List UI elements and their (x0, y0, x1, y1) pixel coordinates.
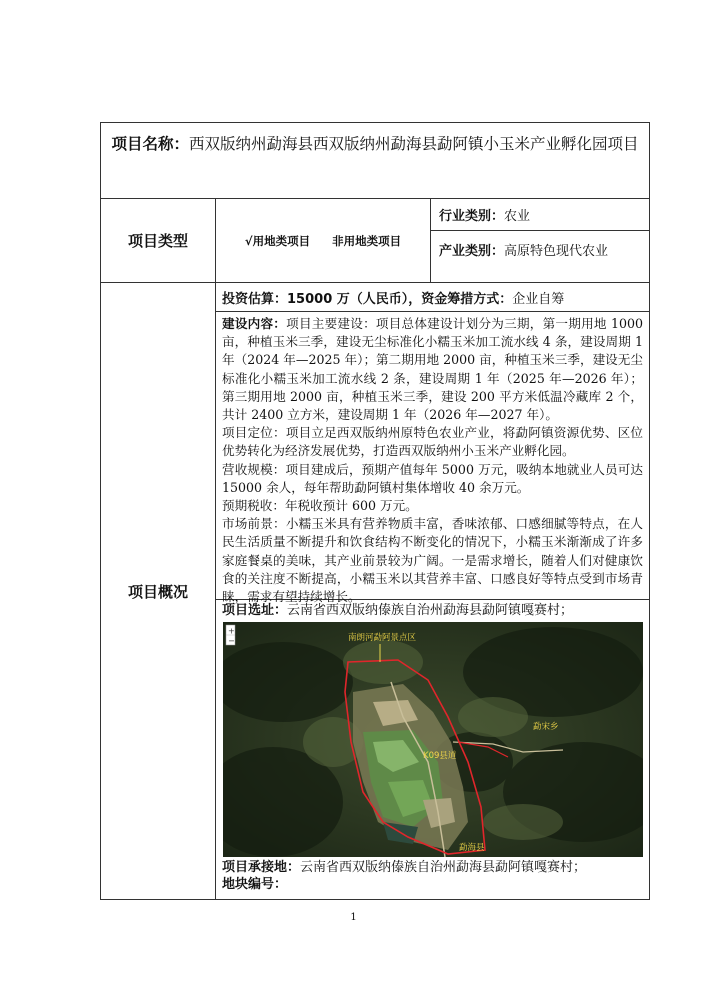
construction-content (216, 312, 649, 605)
industry-category (431, 199, 649, 231)
host-location-block (222, 859, 586, 893)
map-label-menghai: 勐海县 (459, 843, 485, 853)
project-type-options (216, 199, 431, 283)
host-label: 项目承接地： (222, 860, 301, 875)
map-zoom-controls[interactable] (226, 625, 235, 646)
satellite-map[interactable] (223, 622, 643, 857)
funding-label: 资金筹措方式： (421, 292, 513, 307)
construction-label: 建设内容： (222, 316, 287, 331)
project-name-row (101, 123, 649, 199)
map-label-mengsong: 勐宋乡 (533, 722, 559, 732)
zoom-out-icon[interactable]: − (228, 636, 235, 646)
market-text: 市场前景：小糯玉米具有营养物质丰富，香味浓郁、口感细腻等特点，在人民生活质量不断提升和饮食结构不断变化的情况下，小糯玉米渐渐成了许多家庭餐桌的美味，其产业前景较为广阔。一是需求增长，随着人们对健康饮食的关注度不断提高，小糯玉米以其营养丰富、口感良好等特点受到市场青睐，需求有望持续增长。 (222, 516, 643, 605)
project-name-label: 项目名称： (111, 135, 189, 153)
industry-label: 行业类别： (439, 209, 505, 224)
construction-text: 项目主要建设：项目总体建设计划分为三期，第一期用地 1000 亩，种植玉米三季，建设无尘标准化小糯玉米加工流水线 4 条，建设周期 1 年（2024 年—2025 年）；第二期用地 2000 亩，种植玉米三季，建设无尘标准化小糯玉米加工流水线 2 条，建设周期 1 年（2025 年—2026 年）；第三期用地 2000 亩，种植玉米三季，建设 200 平方米低温冷藏库 2 个，共计 2400 立方米，建设周期 1 年（2026 年—2027 年）。 (222, 316, 643, 423)
positioning-text: 项目定位：项目立足西双版纳州原特色农业产业，将勐阿镇资源优势、区位优势转化为经济发展优势，打造西双版纳州小玉米产业孵化园。 (222, 425, 643, 459)
sector-value: 高原特色现代农业 (504, 244, 609, 259)
scale-text: 营收规模：项目建成后，预期产值每年 5000 万元，吸纳本地就业人员可达 15000 余人，每年帮助勐阿镇村集体增收 40 余万元。 (222, 461, 643, 495)
investment-label: 投资估算： (222, 292, 288, 307)
project-type-label: 项目类型 (101, 199, 216, 283)
sector-category (431, 231, 649, 283)
land-use-option: √用地类项目 (244, 233, 311, 248)
zoom-in-icon[interactable]: + (228, 626, 235, 636)
industry-value: 农业 (504, 209, 531, 224)
map-label-scenic-area: 南朗河勐阿景点区 (348, 633, 417, 643)
host-value: 云南省西双版纳傣族自治州勐海县勐阿镇嘎赛村； (300, 860, 587, 875)
project-name-value: 西双版纳州勐海县西双版纳州勐海县勐阿镇小玉米产业孵化园项目 (189, 135, 639, 153)
location-cell (216, 600, 649, 899)
funding-value: 企业自筹 (512, 292, 565, 307)
non-land-use-option: 非用地类项目 (332, 233, 402, 248)
investment-value: 15000 万（人民币）， (287, 292, 422, 307)
investment-row (216, 283, 649, 312)
page-number: 1 (350, 912, 357, 923)
sector-label: 产业类别： (439, 244, 505, 259)
plot-number-label: 地块编号： (222, 877, 288, 892)
site-value: 云南省西双版纳傣族自治州勐海县勐阿镇嘎赛村； (287, 603, 574, 618)
overview-label: 项目概况 (101, 283, 216, 899)
map-label-county-road: K09县道 (423, 751, 457, 761)
site-label: 项目选址： (222, 603, 288, 618)
project-table (100, 122, 650, 900)
tax-text: 预期税收：年税收预计 600 万元。 (222, 498, 418, 514)
